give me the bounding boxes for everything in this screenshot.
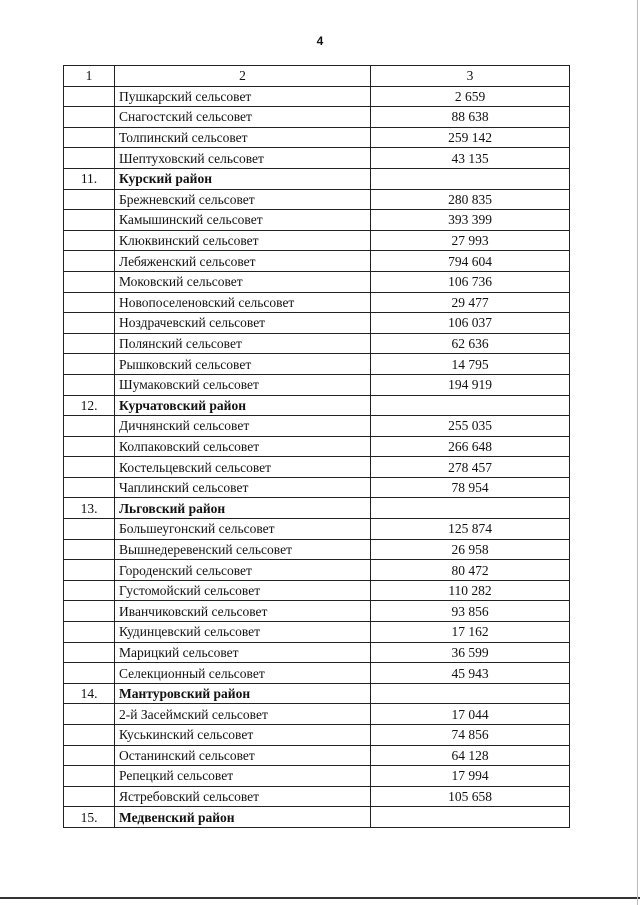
data-table <box>63 65 570 828</box>
row-value: 2 659 <box>371 86 570 107</box>
row-number <box>64 230 115 251</box>
row-value <box>371 498 570 519</box>
row-value: 26 958 <box>371 539 570 560</box>
row-number <box>64 127 115 148</box>
row-number <box>64 251 115 272</box>
row-number <box>64 436 115 457</box>
row-value: 45 943 <box>371 663 570 684</box>
table-row <box>64 313 570 334</box>
row-name: Клюквинский сельсовет <box>115 230 371 251</box>
row-name: Мантуровский район <box>115 683 371 704</box>
row-value: 93 856 <box>371 601 570 622</box>
table-row <box>64 416 570 437</box>
table-row <box>64 622 570 643</box>
row-number <box>64 766 115 787</box>
row-value: 43 135 <box>371 148 570 169</box>
row-name: Шумаковский сельсовет <box>115 374 371 395</box>
table-row <box>64 251 570 272</box>
row-name: Иванчиковский сельсовет <box>115 601 371 622</box>
row-name: Новопоселеновский сельсовет <box>115 292 371 313</box>
row-number <box>64 189 115 210</box>
row-number <box>64 519 115 540</box>
row-value: 255 035 <box>371 416 570 437</box>
row-value: 64 128 <box>371 745 570 766</box>
row-name: Колпаковский сельсовет <box>115 436 371 457</box>
row-value <box>371 683 570 704</box>
table-row <box>64 519 570 540</box>
table-row <box>64 745 570 766</box>
row-number <box>64 292 115 313</box>
row-number <box>64 271 115 292</box>
row-name: Шептуховский сельсовет <box>115 148 371 169</box>
header-col-3: 3 <box>371 66 570 87</box>
district-row <box>64 498 570 519</box>
table-row <box>64 189 570 210</box>
row-name: Рышковский сельсовет <box>115 354 371 375</box>
row-name: Кудинцевский сельсовет <box>115 622 371 643</box>
row-value: 794 604 <box>371 251 570 272</box>
row-name: Репецкий сельсовет <box>115 766 371 787</box>
row-value <box>371 168 570 189</box>
row-value: 17 994 <box>371 766 570 787</box>
table-row <box>64 642 570 663</box>
table-row <box>64 148 570 169</box>
table-row <box>64 210 570 231</box>
row-number: 13. <box>64 498 115 519</box>
row-name: Куськинский сельсовет <box>115 725 371 746</box>
row-name: Пушкарский сельсовет <box>115 86 371 107</box>
row-name: Моковский сельсовет <box>115 271 371 292</box>
row-number <box>64 416 115 437</box>
row-name: Камышинский сельсовет <box>115 210 371 231</box>
row-value: 80 472 <box>371 560 570 581</box>
row-number <box>64 601 115 622</box>
row-name: Полянский сельсовет <box>115 333 371 354</box>
row-value: 29 477 <box>371 292 570 313</box>
row-number <box>64 560 115 581</box>
row-name: Толпинский сельсовет <box>115 127 371 148</box>
row-name: Останинский сельсовет <box>115 745 371 766</box>
row-name: Чаплинский сельсовет <box>115 477 371 498</box>
page-bottom-edge <box>0 897 640 899</box>
row-value: 259 142 <box>371 127 570 148</box>
district-row <box>64 168 570 189</box>
row-name: Лебяженский сельсовет <box>115 251 371 272</box>
row-number <box>64 210 115 231</box>
row-number <box>64 704 115 725</box>
row-value: 62 636 <box>371 333 570 354</box>
table-row <box>64 539 570 560</box>
row-name: Большеугонский сельсовет <box>115 519 371 540</box>
table-row <box>64 601 570 622</box>
table-row <box>64 436 570 457</box>
row-number <box>64 786 115 807</box>
table-row <box>64 560 570 581</box>
row-number <box>64 477 115 498</box>
table-row <box>64 292 570 313</box>
row-number <box>64 374 115 395</box>
row-value: 194 919 <box>371 374 570 395</box>
row-number: 14. <box>64 683 115 704</box>
district-row <box>64 395 570 416</box>
page-side-edge <box>637 0 638 905</box>
table-row <box>64 230 570 251</box>
row-number <box>64 580 115 601</box>
row-name: Городенский сельсовет <box>115 560 371 581</box>
row-name: Брежневский сельсовет <box>115 189 371 210</box>
table-row <box>64 354 570 375</box>
row-number <box>64 725 115 746</box>
row-name: Марицкий сельсовет <box>115 642 371 663</box>
row-value: 17 044 <box>371 704 570 725</box>
page-number: 4 <box>316 34 324 48</box>
table-row <box>64 786 570 807</box>
table-row <box>64 766 570 787</box>
table-row <box>64 374 570 395</box>
district-row <box>64 807 570 828</box>
row-value: 36 599 <box>371 642 570 663</box>
table-row <box>64 704 570 725</box>
row-number <box>64 622 115 643</box>
row-value: 278 457 <box>371 457 570 478</box>
row-value: 125 874 <box>371 519 570 540</box>
row-value <box>371 395 570 416</box>
table-row <box>64 477 570 498</box>
table-row <box>64 333 570 354</box>
row-name: Льговский район <box>115 498 371 519</box>
row-name: Курский район <box>115 168 371 189</box>
row-name: Густомойский сельсовет <box>115 580 371 601</box>
table-body <box>64 86 570 827</box>
row-value: 17 162 <box>371 622 570 643</box>
table-row <box>64 86 570 107</box>
row-number: 11. <box>64 168 115 189</box>
table-row <box>64 271 570 292</box>
row-value: 266 648 <box>371 436 570 457</box>
table-header-row <box>64 66 570 87</box>
header-col-1: 1 <box>64 66 115 87</box>
row-number <box>64 457 115 478</box>
row-number: 15. <box>64 807 115 828</box>
row-number <box>64 107 115 128</box>
table-row <box>64 107 570 128</box>
row-number <box>64 663 115 684</box>
row-value: 393 399 <box>371 210 570 231</box>
row-name: Медвенский район <box>115 807 371 828</box>
row-number: 12. <box>64 395 115 416</box>
row-number <box>64 354 115 375</box>
row-name: Ястребовский сельсовет <box>115 786 371 807</box>
row-number <box>64 333 115 354</box>
row-value: 105 658 <box>371 786 570 807</box>
row-number <box>64 148 115 169</box>
table-row <box>64 580 570 601</box>
row-value: 280 835 <box>371 189 570 210</box>
row-value: 106 736 <box>371 271 570 292</box>
table-row <box>64 457 570 478</box>
table-row <box>64 725 570 746</box>
table-row <box>64 663 570 684</box>
table-row <box>64 127 570 148</box>
row-name: Снагостский сельсовет <box>115 107 371 128</box>
row-value: 106 037 <box>371 313 570 334</box>
row-value: 27 993 <box>371 230 570 251</box>
row-value: 78 954 <box>371 477 570 498</box>
header-col-2: 2 <box>115 66 371 87</box>
row-number <box>64 642 115 663</box>
row-number <box>64 86 115 107</box>
row-value: 88 638 <box>371 107 570 128</box>
row-value: 110 282 <box>371 580 570 601</box>
row-number <box>64 745 115 766</box>
row-name: 2-й Засеймский сельсовет <box>115 704 371 725</box>
row-name: Костельцевский сельсовет <box>115 457 371 478</box>
row-value <box>371 807 570 828</box>
row-name: Дичнянский сельсовет <box>115 416 371 437</box>
row-value: 14 795 <box>371 354 570 375</box>
row-name: Селекционный сельсовет <box>115 663 371 684</box>
row-name: Курчатовский район <box>115 395 371 416</box>
row-name: Ноздрачевский сельсовет <box>115 313 371 334</box>
row-number <box>64 539 115 560</box>
row-name: Вышнедеревенский сельсовет <box>115 539 371 560</box>
district-row <box>64 683 570 704</box>
row-value: 74 856 <box>371 725 570 746</box>
row-number <box>64 313 115 334</box>
